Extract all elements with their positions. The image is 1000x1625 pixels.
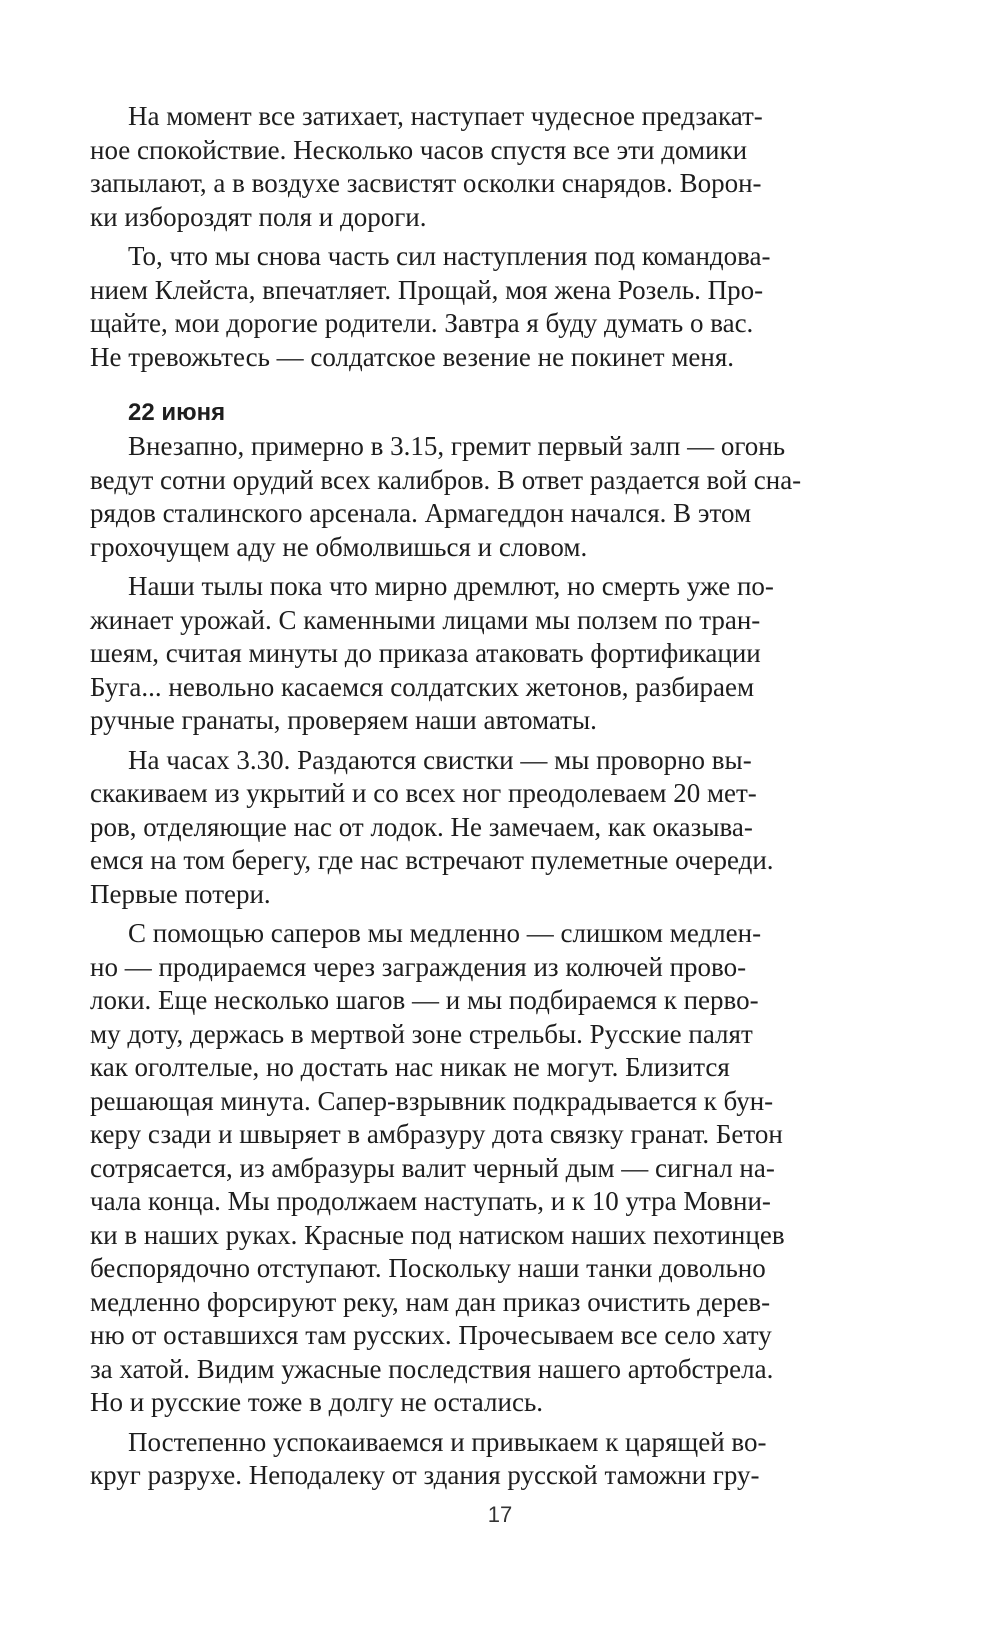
paragraph bbox=[90, 100, 890, 234]
text-line: ров, отделяющие нас от лодок. Не замечаем, как оказыва- bbox=[90, 811, 753, 842]
text-line: сотрясается, из амбразуры валит черный дым — сигнал на- bbox=[90, 1152, 775, 1183]
text-line: запылают, а в воздухе засвистят осколки снарядов. Ворон- bbox=[90, 168, 762, 198]
text-line: Буга... невольно касаемся солдатских жетонов, разбираем bbox=[90, 671, 755, 702]
text-line: Наши тылы пока что мирно дремлют, но смерть уже по- bbox=[128, 571, 774, 601]
paragraph bbox=[90, 917, 890, 1420]
text-line: нием Клейста, впечатляет. Прощай, моя жена Розель. Про- bbox=[90, 274, 764, 305]
section-heading: 22 июня bbox=[128, 399, 226, 426]
text-line: как оголтелые, но достать нас никак не могут. Близится bbox=[90, 1052, 730, 1082]
text-line: му доту, держась в мертвой зоне стрельбы. Русские палят bbox=[90, 1018, 753, 1049]
text-line: ное спокойствие. Несколько часов спустя все эти домики bbox=[90, 134, 748, 165]
text-line: ки избороздят поля и дороги. bbox=[90, 201, 427, 232]
text-line: беспорядочно отступают. Поскольку наши танки довольно bbox=[90, 1253, 766, 1283]
paragraphs-before-heading bbox=[90, 100, 890, 374]
text-line: Не тревожьтесь — солдатское везение не покинет меня. bbox=[90, 341, 735, 372]
text-line: чала конца. Мы продолжаем наступать, и к 10 утра Мовни- bbox=[90, 1186, 771, 1216]
paragraph bbox=[90, 240, 890, 374]
text-line: шеям, считая минуты до приказа атаковать фортификации bbox=[90, 638, 761, 668]
text-line: ню от оставшихся там русских. Прочесываем все село хату bbox=[90, 1320, 772, 1350]
text-line: емся на том берегу, где нас встречают пулеметные очереди. bbox=[90, 845, 774, 875]
text-line: Внезапно, примерно в 3.15, гремит первый залп — огонь bbox=[128, 431, 786, 461]
text-line: медленно форсируют реку, нам дан приказ очистить дерев- bbox=[90, 1286, 771, 1317]
text-line: ки в наших руках. Красные под натиском наших пехотинцев bbox=[90, 1219, 785, 1250]
text-line: за хатой. Видим ужасные последствия нашего артобстрела. bbox=[90, 1353, 774, 1384]
paragraph bbox=[90, 570, 890, 738]
text-line: щайте, мои дорогие родители. Завтра я буду думать о вас. bbox=[90, 308, 754, 338]
text-line: скакиваем из укрытий и со всех ног преодолеваем 20 мет- bbox=[90, 778, 757, 808]
text-line: решающая минута. Сапер-взрывник подкрадывается к бун- bbox=[90, 1085, 774, 1116]
text-line: На момент все затихает, наступает чудесное предзакат- bbox=[128, 101, 763, 131]
paragraph bbox=[90, 1426, 890, 1493]
paragraph bbox=[90, 430, 890, 564]
page-number: 17 bbox=[487, 1502, 513, 1527]
text-line: С помощью саперов мы медленно — слишком медлен- bbox=[128, 918, 762, 948]
paragraphs-after-heading bbox=[90, 430, 890, 1493]
text-line: керу сзади и швыряет в амбразуру дота связку гранат. Бетон bbox=[90, 1119, 783, 1149]
text-line: локи. Еще несколько шагов — и мы подбираемся к перво- bbox=[90, 985, 759, 1015]
text-line: ручные гранаты, проверяем наши автоматы. bbox=[90, 705, 597, 735]
paragraph bbox=[90, 744, 890, 912]
text-line: Первые потери. bbox=[90, 878, 271, 909]
text-line: Постепенно успокаиваемся и привыкаем к царящей во- bbox=[128, 1426, 767, 1457]
text-line: жинает урожай. С каменными лицами мы ползем по тран- bbox=[90, 604, 761, 635]
text-line: ведут сотни орудий всех калибров. В ответ раздается вой сна- bbox=[90, 464, 802, 495]
text-line: На часах 3.30. Раздаются свистки — мы проворно вы- bbox=[128, 744, 752, 775]
text-line: но — продираемся через заграждения из колючей прово- bbox=[90, 951, 747, 982]
text-line: рядов сталинского арсенала. Армагеддон начался. В этом bbox=[90, 498, 752, 528]
body-text bbox=[90, 100, 890, 1493]
text-line: грохочущем аду не обмолвишься и словом. bbox=[90, 531, 588, 562]
text-line: круг разрухе. Неподалеку от здания русской таможни гру- bbox=[90, 1460, 760, 1490]
text-line: Но и русские тоже в долгу не остались. bbox=[90, 1387, 544, 1417]
text-line: То, что мы снова часть сил наступления под командова- bbox=[128, 241, 771, 271]
